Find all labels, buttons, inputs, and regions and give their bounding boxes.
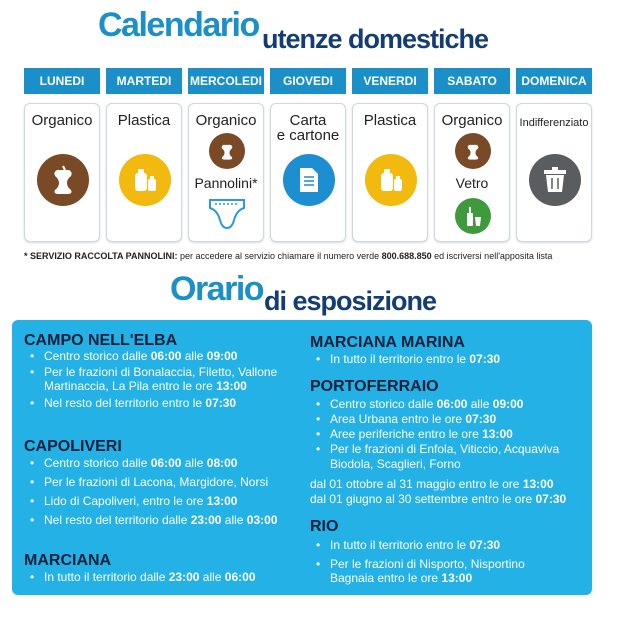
apple-core-icon	[37, 154, 89, 206]
day-monday: LUNEDI	[24, 68, 100, 94]
schedule-title	[0, 268, 620, 316]
day-friday: VENERDI	[352, 68, 428, 94]
diaper-icon	[207, 196, 247, 237]
card-saturday	[434, 103, 510, 242]
list-item: • In tutto il territorio dalle 23:00 alle 06:00	[30, 570, 256, 584]
list-item: • Lido di Capoliveri, entro le ore 13:00	[30, 494, 238, 508]
apple-core-icon	[455, 133, 491, 169]
note-phone: 800.688.850	[381, 251, 432, 261]
schedule-title-sub: di esposizione	[264, 286, 437, 316]
diaper-service-note	[24, 251, 604, 261]
card-label: Organico	[441, 112, 503, 129]
card-label: Organico	[31, 112, 93, 129]
card-label-line1: Carta	[289, 112, 327, 129]
card-wednesday	[188, 103, 264, 242]
list-item: • Centro storico dalle 06:00 alle 09:00	[30, 349, 238, 363]
note-label: * SERVIZIO RACCOLTA PANNOLINI:	[24, 251, 178, 261]
place-capoliveri: CAPOLIVERI	[24, 438, 122, 455]
card-thursday	[270, 103, 346, 242]
card-label: Plastica	[363, 112, 417, 129]
waste-calendar	[24, 103, 592, 243]
calendar-title-sub: utenze domestiche	[262, 24, 489, 54]
day-tuesday: MARTEDI	[106, 68, 182, 94]
note-text: per accedere al servizio chiamare il numero verde	[177, 251, 382, 261]
period-line: dal 01 ottobre al 31 maggio entro le ore 13:00	[310, 477, 554, 491]
card-label-line2: e cartone	[276, 127, 340, 144]
place-portoferraio: PORTOFERRAIO	[310, 378, 439, 395]
place-marciana: MARCIANA	[24, 552, 112, 569]
schedule-panel	[12, 320, 592, 595]
card-friday	[352, 103, 428, 242]
list-item-cont: Bagnaia entro le ore 13:00	[330, 571, 473, 585]
card-sunday	[516, 103, 592, 242]
note-text-2: ed iscriversi nell'apposita lista	[431, 251, 553, 261]
period-line: dal 01 giugno al 30 settembre entro le ore 07:30	[310, 492, 567, 506]
list-item: • Centro storico dalle 06:00 alle 08:00	[30, 456, 238, 470]
card-label-2: Pannolini*	[194, 175, 258, 191]
plastic-bottles-icon	[365, 154, 417, 206]
card-monday	[24, 103, 100, 242]
weekday-header	[24, 68, 592, 94]
calendar-title-main: Calendario	[98, 6, 259, 44]
plastic-bottles-icon	[119, 154, 171, 206]
list-item: • Centro storico dalle 06:00 alle 09:00	[316, 397, 524, 411]
list-item: • Per le frazioni di Bonalaccia, Filetto, Vallone	[30, 365, 278, 379]
list-item-cont: Biodola, Scaglieri, Forno	[330, 457, 461, 471]
day-wednesday: MERCOLEDI	[188, 68, 264, 94]
list-item: • Per le frazioni di Lacona, Margidore, Norsi	[30, 475, 269, 489]
list-item: • In tutto il territorio entro le 07:30	[316, 538, 501, 552]
trash-bin-icon	[529, 154, 581, 206]
place-campo-nell-elba: CAMPO NELL'ELBA	[24, 332, 178, 349]
place-rio: RIO	[310, 518, 339, 535]
list-item: • In tutto il territorio entro le 07:30	[316, 352, 501, 366]
paper-document-icon	[283, 154, 335, 206]
calendar-title	[0, 2, 620, 58]
apple-core-icon	[209, 133, 245, 169]
list-item: • Nel resto del territorio dalle 23:00 alle 03:00	[30, 513, 278, 527]
list-item: • Nel resto del territorio entro le 07:30	[30, 396, 237, 410]
day-thursday: GIOVEDI	[270, 68, 346, 94]
glass-bottle-icon	[455, 198, 491, 234]
list-item: • Per le frazioni di Nisporto, Nisportino	[316, 557, 525, 571]
day-saturday: SABATO	[434, 68, 510, 94]
day-sunday: DOMENICA	[516, 68, 592, 94]
card-label: Indifferenziato	[519, 117, 589, 129]
list-item-cont: Martinaccia, La Pila entro le ore 13:00	[44, 379, 247, 393]
card-label-2: Vetro	[455, 175, 489, 191]
list-item: • Aree periferiche entro le ore 13:00	[316, 427, 513, 441]
place-marciana-marina: MARCIANA MARINA	[310, 334, 465, 351]
schedule-title-main: Orario	[170, 270, 264, 308]
card-label: Organico	[195, 112, 257, 129]
list-item: • Per le frazioni di Enfola, Viticcio, Acquaviva	[316, 442, 560, 456]
card-tuesday	[106, 103, 182, 242]
list-item: • Area Urbana entro le ore 07:30	[316, 412, 497, 426]
card-label: Plastica	[117, 112, 171, 129]
